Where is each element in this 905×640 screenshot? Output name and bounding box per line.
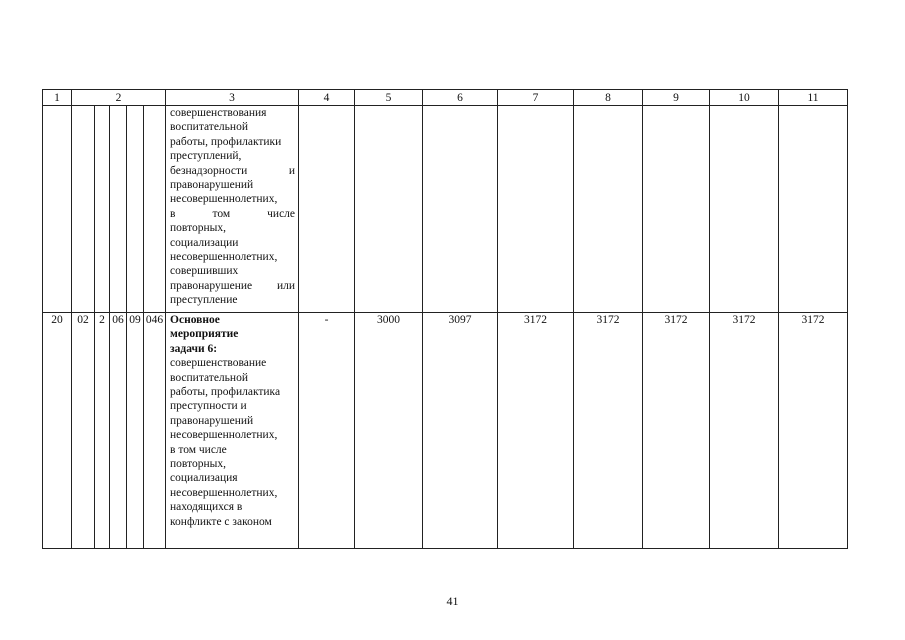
value-col-8: 3172: [574, 313, 643, 549]
header-col-5: 5: [355, 90, 423, 106]
description-line: преступление: [170, 294, 238, 307]
description-line: несовершеннолетних,: [170, 251, 278, 264]
cell-empty: [95, 106, 110, 313]
header-col-1: 1: [43, 90, 72, 106]
cell-empty: [110, 106, 127, 313]
cell-empty: [574, 106, 643, 313]
cell-empty: [355, 106, 423, 313]
cell-empty: [299, 106, 355, 313]
description-line: работы, профилактики: [170, 135, 282, 148]
code-item: 046: [144, 313, 166, 549]
description-line: социализация: [170, 472, 238, 485]
header-col-11: 11: [779, 90, 848, 106]
page-number: 41: [446, 594, 459, 608]
description-line: правонарушений: [170, 414, 254, 427]
row-number: 20: [43, 313, 72, 549]
table-row-20: [43, 313, 848, 549]
value-col-6: 3097: [423, 313, 498, 549]
activity-title-line: мероприятие: [170, 328, 239, 341]
description-line: преступлений,: [170, 150, 242, 163]
header-col-10: 10: [710, 90, 779, 106]
code-subsection: 09: [127, 313, 144, 549]
value-col-10: 3172: [710, 313, 779, 549]
value-col-5: 3000: [355, 313, 423, 549]
value-col-11: 3172: [779, 313, 848, 549]
description-line: воспитательной: [170, 371, 248, 384]
value-col-9: 3172: [643, 313, 710, 549]
description-line: преступности и: [170, 400, 247, 413]
description-line: несовершеннолетних,: [170, 193, 278, 206]
description-line: совершивших: [170, 265, 239, 278]
description-line: правонарушение или: [170, 279, 296, 292]
description-line: социализации: [170, 236, 239, 249]
program-table: [42, 89, 848, 549]
code-subprogram: 2: [95, 313, 110, 549]
header-col-2: 2: [72, 90, 166, 106]
header-col-3: 3: [166, 90, 299, 106]
description-line: повторных,: [170, 458, 226, 471]
description-line: безнадзорности и: [170, 164, 296, 177]
description-line: конфликте с законом: [170, 515, 272, 528]
description-line: несовершеннолетних,: [170, 486, 278, 499]
cell-empty: [72, 106, 95, 313]
cell-empty: [127, 106, 144, 313]
cell-empty: [144, 106, 166, 313]
description-line: совершенствования: [170, 107, 267, 119]
header-col-8: 8: [574, 90, 643, 106]
activity-description-cell: [166, 313, 299, 549]
description-line: совершенствование: [170, 357, 267, 370]
description-line: повторных,: [170, 222, 226, 235]
cell-empty: [423, 106, 498, 313]
code-program: 02: [72, 313, 95, 549]
header-col-9: 9: [643, 90, 710, 106]
value-col-4: -: [299, 313, 355, 549]
continued-description-cell: [166, 106, 299, 313]
header-row: [43, 90, 848, 106]
cell-empty: [779, 106, 848, 313]
cell-empty: [498, 106, 574, 313]
header-col-7: 7: [498, 90, 574, 106]
description-line: в том числе: [170, 443, 227, 456]
header-col-6: 6: [423, 90, 498, 106]
activity-title-line: задачи 6:: [170, 342, 218, 355]
description-line: воспитательной: [170, 121, 248, 134]
header-col-4: 4: [299, 90, 355, 106]
code-section: 06: [110, 313, 127, 549]
activity-title-line: Основное: [170, 314, 220, 326]
cell-empty: [710, 106, 779, 313]
description-line: находящихся в: [170, 501, 243, 514]
description-line: работы, профилактика: [170, 386, 281, 399]
description-line: несовершеннолетних,: [170, 429, 278, 442]
description-line: в том числе: [170, 207, 296, 220]
cell-empty: [643, 106, 710, 313]
cell-empty: [43, 106, 72, 313]
description-line: правонарушений: [170, 179, 254, 192]
value-col-7: 3172: [498, 313, 574, 549]
table-row-continued: [43, 106, 848, 313]
